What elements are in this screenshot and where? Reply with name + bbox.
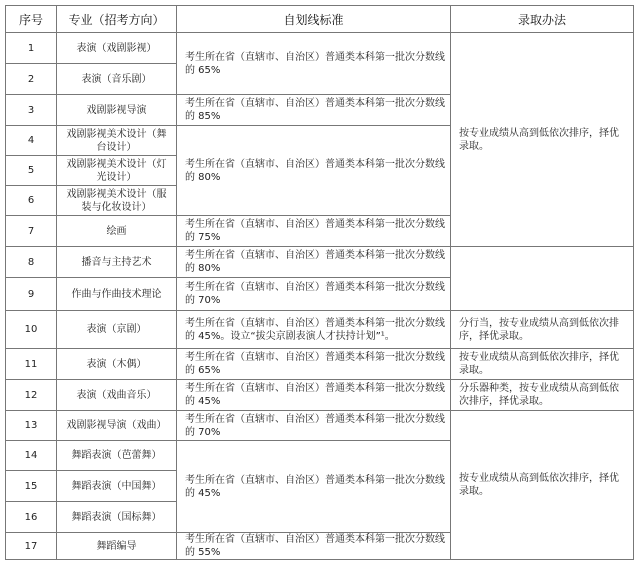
table-row [6,380,634,411]
table-row [6,349,634,380]
row-major: 戏剧影视美术设计（灯光设计） [57,156,177,186]
admission-standards-table [5,5,634,560]
row-num: 4 [6,126,57,156]
header-row [6,6,634,33]
table-row [6,411,634,441]
row-num: 3 [6,95,57,126]
row-major: 表演（京剧） [57,311,177,349]
header-num: 序号 [6,6,57,33]
admission-cell: 分行当，按专业成绩从高到低依次排序，择优录取。 [451,311,634,349]
row-major: 表演（音乐剧） [57,64,177,95]
table-row [6,311,634,349]
standard-cell: 考生所在省（直辖市、自治区）普通类本科第一批次分数线的 45%。设立“拔尖京剧表演人才扶持计划”¹。 [177,311,451,349]
admission-cell: 分乐器种类，按专业成绩从高到低依次排序，择优录取。 [451,380,634,411]
standard-cell: 考生所在省（直辖市、自治区）普通类本科第一批次分数线的 65% [177,33,451,95]
row-major: 播音与主持艺术 [57,247,177,278]
row-num: 6 [6,186,57,216]
row-num: 12 [6,380,57,411]
row-num: 17 [6,533,57,560]
row-major: 表演（木偶） [57,349,177,380]
row-major: 表演（戏剧影视） [57,33,177,64]
standard-cell: 考生所在省（直辖市、自治区）普通类本科第一批次分数线的 75% [177,216,451,247]
standard-cell: 考生所在省（直辖市、自治区）普通类本科第一批次分数线的 70% [177,411,451,441]
row-major: 表演（戏曲音乐） [57,380,177,411]
row-major: 舞蹈编导 [57,533,177,560]
standard-cell: 考生所在省（直辖市、自治区）普通类本科第一批次分数线的 45% [177,441,451,533]
row-num: 16 [6,502,57,533]
row-num: 9 [6,278,57,311]
standard-cell: 考生所在省（直辖市、自治区）普通类本科第一批次分数线的 65% [177,349,451,380]
admission-cell: 按专业成绩从高到低依次排序，择优录取。 [451,33,634,247]
row-num: 14 [6,441,57,471]
row-major: 舞蹈表演（中国舞） [57,471,177,502]
row-num: 15 [6,471,57,502]
standard-cell: 考生所在省（直辖市、自治区）普通类本科第一批次分数线的 80% [177,247,451,278]
admission-cell: 按专业成绩从高到低依次排序，择优录取。 [451,349,634,380]
header-admission: 录取办法 [451,6,634,33]
row-num: 10 [6,311,57,349]
standard-cell: 考生所在省（直辖市、自治区）普通类本科第一批次分数线的 45% [177,380,451,411]
header-major: 专业（招考方向） [57,6,177,33]
admission-cell-empty [451,247,634,311]
row-major: 舞蹈表演（芭蕾舞） [57,441,177,471]
row-num: 1 [6,33,57,64]
table-row [6,33,634,64]
row-major: 作曲与作曲技术理论 [57,278,177,311]
row-num: 8 [6,247,57,278]
row-major: 戏剧影视导演（戏曲） [57,411,177,441]
row-major: 舞蹈表演（国标舞） [57,502,177,533]
row-num: 5 [6,156,57,186]
row-num: 13 [6,411,57,441]
header-standard: 自划线标准 [177,6,451,33]
row-major: 戏剧影视美术设计（服装与化妆设计） [57,186,177,216]
row-num: 2 [6,64,57,95]
row-major: 戏剧影视美术设计（舞台设计） [57,126,177,156]
standard-cell: 考生所在省（直辖市、自治区）普通类本科第一批次分数线的 80% [177,126,451,216]
standard-cell: 考生所在省（直辖市、自治区）普通类本科第一批次分数线的 85% [177,95,451,126]
row-major: 戏剧影视导演 [57,95,177,126]
row-major: 绘画 [57,216,177,247]
row-num: 11 [6,349,57,380]
standard-cell: 考生所在省（直辖市、自治区）普通类本科第一批次分数线的 70% [177,278,451,311]
row-num: 7 [6,216,57,247]
admission-cell: 按专业成绩从高到低依次排序，择优录取。 [451,411,634,560]
table-row [6,247,634,278]
standard-cell: 考生所在省（直辖市、自治区）普通类本科第一批次分数线的 55% [177,533,451,560]
